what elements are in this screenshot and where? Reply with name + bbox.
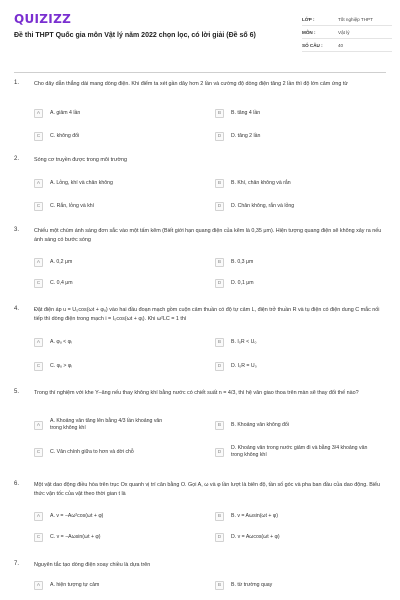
option-c[interactable] xyxy=(34,360,214,372)
option-text: D. Khoảng vân trong nước giảm đi và bằng 3/4 khoảng vân trong không khí xyxy=(231,445,368,458)
option-a[interactable] xyxy=(34,510,214,522)
question-text: Một vật dao động điều hòa trên trục Ox quanh vị trí cân bằng O. Gọi A, ω và φ lần lượt là biên độ, tần số góc và pha ban đầu của dao động. Biểu thức vận tốc của vật theo thời gian t là xyxy=(34,482,380,497)
option-letter-box: C xyxy=(34,202,43,211)
option-letter-box: B xyxy=(215,512,224,521)
worksheet-header xyxy=(0,0,400,62)
question-number: 6. xyxy=(14,481,20,487)
option-letter-box: C xyxy=(34,533,43,542)
option-text: A. Khoảng vân tăng lên bằng 4/3 lần khoảng vân trong không khí xyxy=(50,418,163,431)
quizizz-logo: QUIZIZZ xyxy=(14,12,72,26)
option-text: A. giảm 4 lần xyxy=(50,109,81,116)
option-text: D. 0,1 μm xyxy=(231,279,254,286)
option-letter-box: D xyxy=(215,202,224,211)
meta-label: MÔN : xyxy=(302,29,316,35)
option-letter-box: B xyxy=(215,581,224,590)
option-letter-box: C xyxy=(34,362,43,371)
worksheet-meta xyxy=(302,13,392,52)
option-text: C. không đổi xyxy=(50,132,80,139)
option-c[interactable] xyxy=(34,200,214,212)
option-d[interactable] xyxy=(215,277,387,289)
option-letter-box: A xyxy=(34,421,43,430)
option-b[interactable] xyxy=(215,177,387,189)
question-text: Chiếu một chùm ánh sáng đơn sắc vào một tấm kẽm (Biết giới hạn quang điện của kẽm là 0,35 μm). Hiện tượng quang điện sẽ không xảy ra nếu ánh sáng có bước sóng xyxy=(34,228,382,243)
option-letter-box: A xyxy=(34,109,43,118)
meta-label: LỚP : xyxy=(302,16,315,22)
option-letter-box: B xyxy=(215,109,224,118)
option-b[interactable] xyxy=(215,415,387,435)
question-text: Cho dây dẫn thẳng dài mang dòng điện. Khi điểm ta xét gần dây hơn 2 lần và cường độ dòng điện tăng 2 lần thì độ lớn cảm ứng từ xyxy=(34,81,348,87)
question-number: 2. xyxy=(14,156,20,162)
option-letter-box: D xyxy=(215,362,224,371)
question-number: 5. xyxy=(14,389,20,395)
meta-label: SỐ CÂU : xyxy=(302,42,323,48)
option-letter-box: B xyxy=(215,258,224,267)
question-text: Đặt điện áp u = U₀cos(ωt + φᵤ) vào hai đầu đoạn mạch gồm cuộn cảm thuần có độ tự cảm L, điện trở thuần R và tụ điện có điện dung C mắc nối tiếp thì dòng điện trong mạch i = I₀cos(ωt + φᵢ). Khi ω²LC = 1 thì xyxy=(34,307,380,322)
option-text: B. tăng 4 lần xyxy=(231,109,261,116)
option-letter-box: D xyxy=(215,448,224,457)
option-text: A. Lỏng, khí và chân không xyxy=(50,179,113,186)
option-letter-box: B xyxy=(215,179,224,188)
option-letter-box: C xyxy=(34,448,43,457)
option-b[interactable] xyxy=(215,510,387,522)
option-b[interactable] xyxy=(215,336,387,348)
meta-value: 40 xyxy=(338,42,344,48)
option-letter-box: D xyxy=(215,533,224,542)
option-c[interactable] xyxy=(34,442,214,462)
option-text: C. φᵤ > φᵢ xyxy=(50,362,73,369)
option-d[interactable] xyxy=(215,130,387,142)
option-c[interactable] xyxy=(34,130,214,142)
option-d[interactable] xyxy=(215,531,387,543)
option-a[interactable] xyxy=(34,579,214,591)
header-divider xyxy=(14,72,386,73)
option-letter-box: A xyxy=(34,338,43,347)
meta-row-question-count xyxy=(302,39,392,52)
option-a[interactable] xyxy=(34,256,214,268)
option-a[interactable] xyxy=(34,177,214,189)
option-text: A. 0,2 μm xyxy=(50,258,73,265)
meta-value: Tốt nghiệp THPT xyxy=(338,16,373,22)
option-letter-box: D xyxy=(215,279,224,288)
question-number: 1. xyxy=(14,80,20,86)
option-text: D. I₀R = U₀ xyxy=(231,362,257,369)
option-letter-box: B xyxy=(215,338,224,347)
option-text: D. v = Aωcos(ωt + φ) xyxy=(231,533,280,540)
option-letter-box: D xyxy=(215,132,224,141)
question-text: Trong thí nghiệm với khe Y–âng nếu thay không khí bằng nước có chiết suất n = 4/3, thì hệ vân giao thoa trên màn sẽ thay đổi thế nào? xyxy=(34,390,359,396)
option-text: C. Vân chính giữa to hơn và dời chỗ xyxy=(50,448,134,455)
option-a[interactable] xyxy=(34,415,214,435)
option-text: A. hiện tượng tự cảm xyxy=(50,581,100,588)
option-letter-box: C xyxy=(34,279,43,288)
option-d[interactable] xyxy=(215,360,387,372)
option-text: D. Chân không, rắn và lỏng xyxy=(231,202,295,209)
option-text: B. từ trường quay xyxy=(231,581,273,588)
option-text: C. 0,4 μm xyxy=(50,279,73,286)
question-number: 4. xyxy=(14,306,20,312)
page-title: Đề thi THPT Quốc gia môn Vật lý năm 2022 chọn lọc, có lời giải (Đề số 6) xyxy=(14,32,256,39)
option-text: D. tăng 2 lần xyxy=(231,132,261,139)
option-text: B. 0,3 μm xyxy=(231,258,254,265)
option-letter-box: C xyxy=(34,132,43,141)
option-text: B. Khí, chân không và rắn xyxy=(231,179,291,186)
option-b[interactable] xyxy=(215,107,387,119)
option-text: B. I₀R < U₀ xyxy=(231,338,257,345)
option-b[interactable] xyxy=(215,256,387,268)
meta-value: Vật lý xyxy=(338,29,350,35)
option-a[interactable] xyxy=(34,336,214,348)
question-number: 3. xyxy=(14,227,20,233)
meta-row-class xyxy=(302,13,392,26)
question-text: Sóng cơ truyền được trong môi trường xyxy=(34,157,128,163)
option-text: C. v = −Aωsin(ωt + φ) xyxy=(50,533,101,540)
option-text: A. φᵤ < φᵢ xyxy=(50,338,72,345)
option-letter-box: A xyxy=(34,258,43,267)
option-text: A. v = −Aω²cos(ωt + φ) xyxy=(50,512,104,519)
option-text: B. Khoảng vân không đổi xyxy=(231,421,289,428)
option-letter-box: A xyxy=(34,581,43,590)
option-c[interactable] xyxy=(34,277,214,289)
meta-row-subject xyxy=(302,26,392,39)
option-d[interactable] xyxy=(215,442,387,462)
option-b[interactable] xyxy=(215,579,387,591)
option-text: C. Rắn, lỏng và khí xyxy=(50,202,95,209)
question-text: Nguyên tắc tạo dòng điện xoay chiều là dựa trên xyxy=(34,562,151,568)
option-text: B. v = Aωsin(ωt + φ) xyxy=(231,512,278,519)
option-a[interactable] xyxy=(34,107,214,119)
option-letter-box: A xyxy=(34,512,43,521)
option-c[interactable] xyxy=(34,531,214,543)
question-number: 7. xyxy=(14,561,20,567)
option-letter-box: A xyxy=(34,179,43,188)
option-letter-box: B xyxy=(215,421,224,430)
option-d[interactable] xyxy=(215,200,387,212)
